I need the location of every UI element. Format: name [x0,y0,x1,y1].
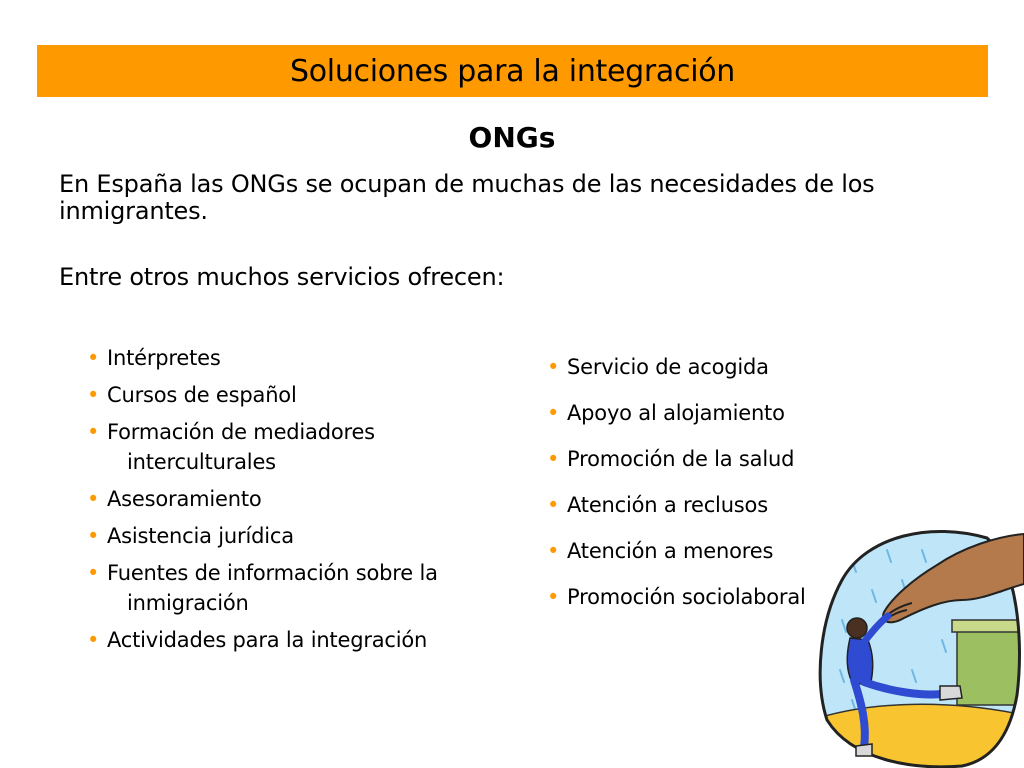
list-item: • Atención a menores [547,536,847,566]
helping-hand-clipart-icon [812,520,1024,768]
services-intro: Entre otros muchos servicios ofrecen: [59,263,505,291]
list-item: • Intérpretes [87,343,507,373]
bullet-icon: • [87,487,100,511]
list-item: • Fuentes de información sobre la inmigración [87,558,507,618]
bullet-icon: • [87,561,100,585]
list-item: • Atención a reclusos [547,490,847,520]
services-list-left [87,343,507,662]
list-item: • Cursos de español [87,380,507,410]
list-item: • Servicio de acogida [547,352,847,382]
list-item: • Promoción sociolaboral [547,582,847,612]
title-bar [37,45,988,97]
services-list-right [547,352,847,628]
bullet-icon: • [87,346,100,370]
bullet-icon: • [547,493,560,517]
bullet-icon: • [87,524,100,548]
bullet-icon: • [87,383,100,407]
bullet-icon: • [547,539,560,563]
bullet-icon: • [87,628,100,652]
intro-paragraph: En España las ONGs se ocupan de muchas de las necesidades de los inmigrantes. [59,170,875,225]
slide-title: Soluciones para la integración [289,53,736,89]
list-item: • Apoyo al alojamiento [547,398,847,428]
list-item: • Actividades para la integración [87,625,507,655]
section-heading: ONGs [468,121,556,154]
bullet-icon: • [547,447,560,471]
list-item: • Asesoramiento [87,484,507,514]
bullet-icon: • [547,585,560,609]
bullet-icon: • [87,420,100,444]
bullet-icon: • [547,355,560,379]
list-item: • Asistencia jurídica [87,521,507,551]
list-item: • Promoción de la salud [547,444,847,474]
list-item: • Formación de mediadores interculturales [87,417,507,477]
bullet-icon: • [547,401,560,425]
